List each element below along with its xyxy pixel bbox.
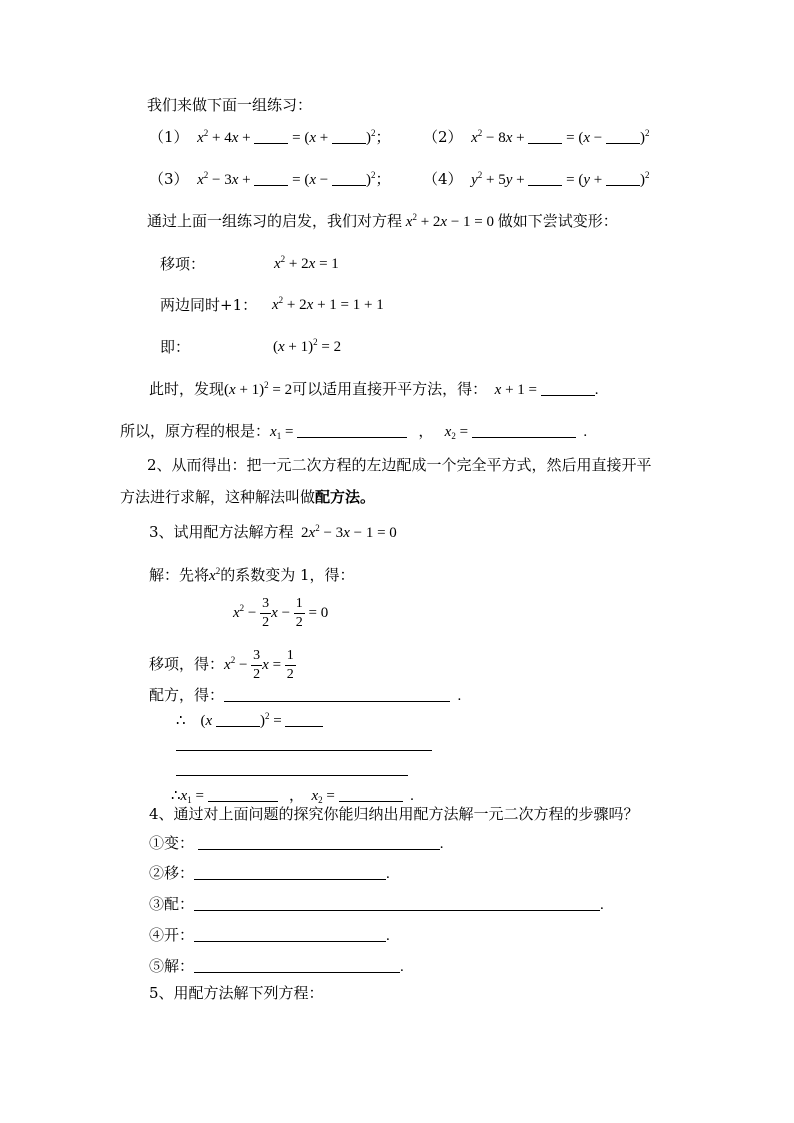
exercise-4 [423, 172, 649, 188]
p3-x-squared: $x^2$ [209, 566, 221, 584]
step-2-label: ②移： [149, 864, 195, 882]
p4-title: 4、通过对上面问题的探究你能归纳出用配方法解一元二次方程的步骤吗？ [149, 805, 639, 823]
exercise-2-number: （2） [423, 128, 463, 146]
exercise-2-formula: $x^2 - 8x$ + = $(x - )^2$ [471, 128, 650, 146]
p2-bold-term: 配方法 [315, 488, 361, 506]
therefore-symbol-2: ∴ [171, 788, 181, 804]
step-ie-formula: $(x + 1)^2 = 2$ [273, 337, 342, 355]
p3-equation: $2x^2 - 3x - 1 = 0$ [293, 523, 397, 541]
p3-complete-blank: . [224, 688, 461, 704]
exercise-1-number: （1） [149, 128, 189, 146]
p3-title-line [149, 525, 397, 541]
p3-solution-text-b: 的系数变为 1，得： [220, 566, 355, 584]
step-3-label: ③配： [149, 895, 195, 913]
transform-equation: $x^2 + 2x - 1 = 0$ [405, 212, 498, 230]
exercise-1-formula: $x^2 + 4x$ + = $(x + )^2$； [197, 128, 391, 146]
step-5-blank: . [194, 959, 404, 975]
step-4-blank: . [194, 928, 390, 944]
step-4-line [149, 928, 390, 944]
found-line [149, 382, 598, 398]
therefore-symbol: ∴ [176, 713, 186, 729]
exercise-2 [423, 130, 649, 146]
step-1-line [149, 836, 444, 852]
step-move-formula: $x^2 + 2x = 1$ [274, 254, 339, 272]
roots-label: 所以，原方程的根是： [120, 422, 271, 440]
exercise-4-number: （4） [423, 170, 463, 188]
p2-line-2 [120, 490, 375, 505]
step-3-blank: . [194, 897, 604, 913]
p3-complete-line [149, 688, 461, 704]
found-formula: $(x + 1)^2 = 2$ [224, 380, 293, 398]
found-answer: x + 1 = . [494, 382, 599, 398]
p3-solution-text-a: 解：先将 [149, 566, 210, 584]
p2-line-2-text: 方法进行求解，这种解法叫做 [120, 488, 316, 506]
p3-move-label: 移项，得： [149, 654, 225, 673]
step-add-label: 两边同时+1： [160, 296, 258, 314]
exercise-4-formula: $y^2 + 5y$ + = $(y + )^2$ [471, 170, 650, 188]
work-line-1 [176, 750, 432, 751]
p3-square-line: ∴ (x )$^2$ = [176, 713, 323, 729]
step-ie-label: 即： [160, 338, 191, 356]
found-text-a: 此时，发现 [149, 380, 225, 398]
transform-tail-text: 做如下尝试变形： [497, 212, 618, 230]
exercise-1 [149, 130, 390, 146]
step-3-line [149, 897, 604, 913]
step-5-label: ⑤解： [149, 957, 195, 975]
p3-title-text: 3、试用配方法解方程 [149, 523, 294, 541]
p3-roots-line: $\therefore x_1$ = ， $x_2$ = . [171, 788, 414, 805]
roots-line [120, 424, 587, 440]
p2-end-mark: 。 [360, 488, 376, 506]
p3-move-line [149, 648, 296, 683]
exercise-3 [149, 172, 390, 188]
exercise-3-formula: $x^2 - 3x$ + = $(x - )^2$； [197, 170, 391, 188]
p3-normalized-equation: $x^2$ − $\frac{3}{2}$ x − $\frac{1}{2}$ = 0 [233, 596, 329, 630]
step-add-formula: $x^2 + 2x + 1 = 1 + 1$ [272, 295, 384, 313]
transform-intro-text: 通过上面一组练习的启发，我们对方程 [147, 212, 403, 230]
step-2-line [149, 866, 390, 882]
p3-solution-line [149, 568, 355, 584]
step-move-label: 移项： [160, 255, 206, 273]
step-1-label: ①变： [149, 834, 195, 852]
transform-intro [147, 214, 618, 230]
roots-formula: $x_1$ = ， $x_2$ = . [270, 424, 588, 441]
found-text-b: 可以适用直接开平方法，得： [292, 380, 488, 398]
p5-title: 5、用配方法解下列方程： [149, 984, 324, 1002]
intro-text: 我们来做下面一组练习： [147, 96, 313, 114]
p2-line-1: 2、从而得出：把一元二次方程的左边配成一个完全平方式，然后用直接开平 [147, 456, 652, 474]
step-4-label: ④开： [149, 926, 195, 944]
exercise-3-number: （3） [149, 170, 189, 188]
p3-move-formula: $x^2$ − $\frac{3}{2}$ x = $\frac{1}{2}$ [224, 648, 294, 682]
step-1-blank: . [194, 836, 444, 852]
step-5-line [149, 959, 404, 975]
step-2-blank: . [194, 866, 390, 882]
work-line-2 [176, 775, 408, 776]
p3-complete-label: 配方，得： [149, 686, 225, 704]
